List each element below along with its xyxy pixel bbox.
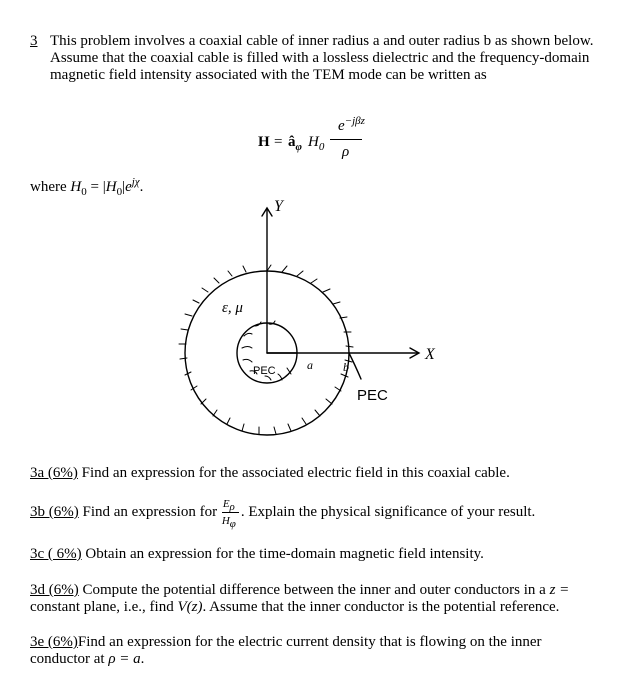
problem-intro	[30, 33, 600, 84]
medium-label: ε, μ	[222, 300, 243, 316]
question-3a: 3a (6%) Find an expression for the associated electric field in this coaxial cable.	[30, 465, 510, 481]
a-label: a	[307, 358, 313, 372]
eq-equals: =	[274, 134, 283, 150]
eq-lhs: H	[258, 134, 270, 150]
inner-pec-label: PEC	[253, 365, 276, 377]
eq-denominator: ρ	[342, 144, 350, 160]
eq-unit-vector: $â_\varphi$	[288, 134, 302, 153]
problem-number: 3	[30, 33, 38, 49]
pec-pointer	[349, 353, 361, 379]
magnetic-field-equation	[258, 116, 398, 166]
b-label: b	[343, 360, 349, 374]
eh-fraction: $\frac{E_\rho}{H_\varphi}$	[221, 504, 241, 521]
outer-pec-label: PEC	[357, 387, 388, 404]
where-clause: where $H_0 = |H_0|e^{j\chi}$.	[30, 176, 144, 198]
eq-coefficient: $H_0$	[308, 134, 325, 153]
problem-intro-text: This problem involves a coaxial cable of inner radius a and outer radius b as shown below. Assume that the coaxial cable is filled with a lossless dielectric and the frequency-domain magnetic field intensity associated with the TEM mode can be written as	[50, 33, 594, 83]
coax-figure	[170, 188, 460, 458]
question-3d: 3d (6%) Compute the potential difference between the inner and outer conductors in a z = constant plane, i.e., find V(z). Assume that the inner conductor is the potential reference.	[30, 582, 570, 615]
x-axis-label: X	[425, 346, 435, 363]
question-3b: 3b (6%) Find an expression for $\frac{E_\rho}{H_\varphi}$ . Explain the physical significance of your result.	[30, 498, 536, 531]
question-3e: 3e (6%)Find an expression for the electric current density that is flowing on the inner conductor at ρ = a.	[30, 634, 542, 667]
y-axis-label: Y	[274, 198, 283, 215]
eq-numerator: $e^{-j\beta z}$	[338, 115, 365, 134]
question-3c: 3c ( 6%) Obtain an expression for the time-domain magnetic field intensity.	[30, 546, 484, 562]
eq-fraction-bar	[330, 139, 362, 140]
